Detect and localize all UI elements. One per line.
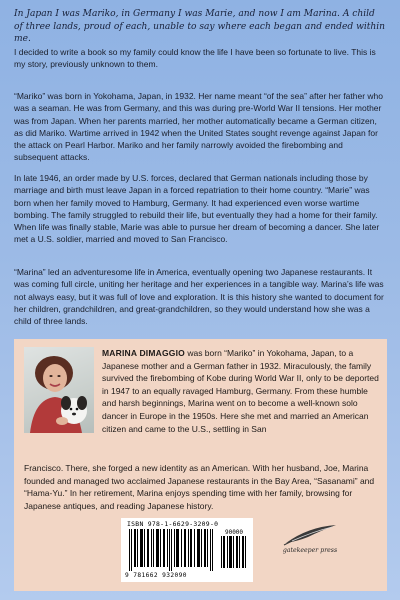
author-name: MARINA DIMAGGIO <box>102 348 185 358</box>
body-paragraph: I decided to write a book so my family could know the life I have been so fortunate to live. This is my story, previously unknown to them. <box>14 47 376 70</box>
intro-quote: In Japan I was Mariko, in Germany I was Marie, and now I am Marina. A child of three lands, proud of each, unable to say where each began and ended within me. <box>14 9 386 45</box>
publisher-name: gatekeeper press <box>282 547 338 554</box>
barcode-bars <box>127 529 217 571</box>
author-photo <box>24 347 94 433</box>
price-barcode-bars <box>220 536 248 568</box>
isbn-label: ISBN 978-1-6629-3209-0 <box>127 520 219 528</box>
price-code: 90000 <box>224 529 244 536</box>
author-bio-text <box>102 347 380 435</box>
body-paragraph: “Mariko” was born in Yokohama, Japan, in 1932. Her name meant “of the sea” after her father who was a seaman. He was from Germany, and this was during pre-World War II tensions. Her mother was from Japan. When her parents married, her mother automatically became a German citizen, as did Mariko. Wartime arrived in 1942 when the United States sought revenge against Japan for the attack on Pearl Harbor. Mariko and her family narrowly avoided the firebombing and subsequent attacks. <box>14 91 384 163</box>
body-paragraph: “Marina” led an adventuresome life in America, eventually opening two Japanese restaurants. It was coming full circle, uniting her heritage and her experiences in a tangible way. Marina’s life was not always easy, but it was full of love and exploration. It is this history she wanted to document for her children, grandchildren, and great-grandchildren, so they would understand how she was a child of three lands. <box>14 267 384 327</box>
quill-icon <box>278 523 342 547</box>
ean-digits: 9 781662 932090 <box>125 572 187 579</box>
isbn-barcode <box>121 518 253 582</box>
body-paragraph: In late 1946, an order made by U.S. forces, declared that German nationals including those by marriage and birth must leave Japan in a forced repatriation to their home country. “Marie” was born when her family moved to Hamburg, Germany. It had experienced even worse wartime bombing. The family struggled to rebuild their life, but eventually they had a home for their family. When life was finally stable, Marie was able to pursue her dream of becoming a dancer. She later met a U.S. soldier, married and moved to San Francisco. <box>14 173 380 245</box>
author-bio-part: was born “Mariko” in Yokohama, Japan, to a Japanese mother and a German father in 1932. Miraculously, the family survived the firebombing of Kobe during World War II, only to be deported in 1947 to an equally ravaged Hamburg, Germany. From these humble and harsh beginnings, Marina went on to become a well-known solo dancer in Europe in the 1950s. Here she met and married an American citizen and came to the U.S., settling in San <box>102 348 379 434</box>
publisher-logo <box>278 523 342 563</box>
author-bio-continued: Francisco. There, she forged a new identity as an American. With her husband, Joe, Marina founded and managed two acclaimed Japanese restaurants in the Bay Area, “Sasanami” and “Hama-Yu.” In her retirement, Marina enjoys spending time with her family, browsing for Japanese antiques, and reading Japanese history. <box>24 463 375 511</box>
